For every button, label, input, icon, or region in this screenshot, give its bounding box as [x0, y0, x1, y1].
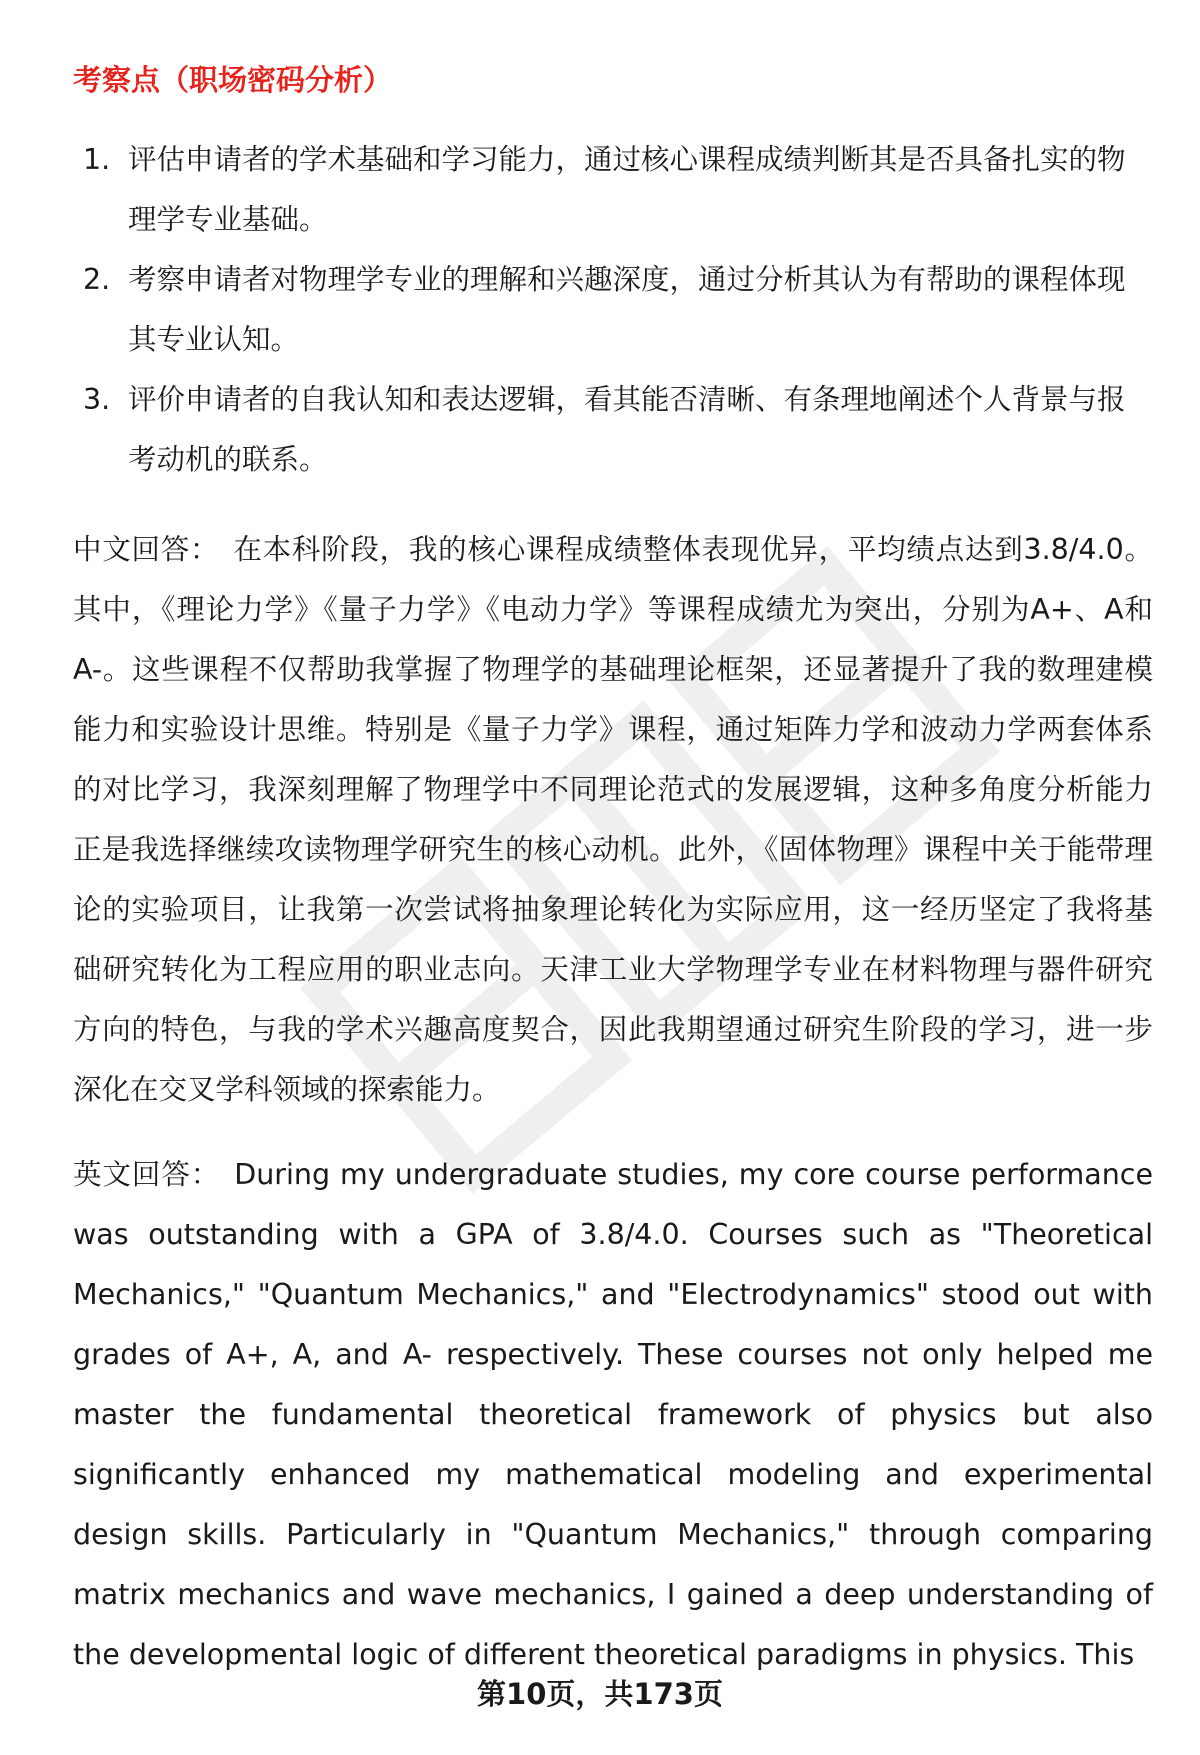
- list-number: 1.: [83, 143, 111, 176]
- assessment-points-list: [73, 130, 1143, 490]
- english-answer-label: 英文回答：: [73, 1158, 221, 1191]
- english-answer-paragraph: [73, 1145, 1153, 1685]
- chinese-answer-paragraph: [73, 520, 1153, 1120]
- list-item-text: 评估申请者的学术基础和学习能力，通过核心课程成绩判断其是否具备扎实的物理学专业基础。: [128, 143, 1126, 236]
- page-number-footer: 第10页，共173页: [477, 1677, 723, 1711]
- section-heading: 考察点（职场密码分析）: [73, 63, 393, 97]
- list-item: [73, 250, 1143, 370]
- list-number: 3.: [83, 383, 111, 416]
- chinese-answer-text: 在本科阶段，我的核心课程成绩整体表现优异，平均绩点达到3.8/4.0。其中，《理论力学》《量子力学》《电动力学》等课程成绩尤为突出，分别为A+、A和A-。这些课程不仅帮助我掌握了物理学的基础理论框架，还显著提升了我的数理建模能力和实验设计思维。特别是《量子力学》课程，通过矩阵力学和波动力学两套体系的对比学习，我深刻理解了物理学中不同理论范式的发展逻辑，这种多角度分析能力正是我选择继续攻读物理学研究生的核心动机。此外，《固体物理》课程中关于能带理论的实验项目，让我第一次尝试将抽象理论转化为实际应用，这一经历坚定了我将基础研究转化为工程应用的职业志向。天津工业大学物理学专业在材料物理与器件研究方向的特色，与我的学术兴趣高度契合，因此我期望通过研究生阶段的学习，进一步深化在交叉学科领域的探索能力。: [73, 533, 1153, 1106]
- list-item: [73, 130, 1143, 250]
- list-item: [73, 370, 1143, 490]
- english-answer-text: During my undergraduate studies, my core course performance was outstanding with a GPA of 3.8/4.0. Courses such as "Theoretical Mechanics," "Quantum Mechanics," and "Electrodynamics" stood out with grades of A+, A, and A- respectively. These courses not only helped me master the fundamental theoretical framework of physics but also significantly enhanced my mathematical modeling and experimental design skills. Particularly in "Quantum Mechanics," through comparing matrix mechanics and wave mechanics, I gained a deep understanding of the developmental logic of different theoretical paradigms in physics. This: [73, 1158, 1153, 1671]
- chinese-answer-label: 中文回答：: [73, 533, 220, 566]
- list-item-text: 评价申请者的自我认知和表达逻辑，看其能否清晰、有条理地阐述个人背景与报考动机的联系。: [128, 383, 1126, 476]
- list-item-text: 考察申请者对物理学专业的理解和兴趣深度，通过分析其认为有帮助的课程体现其专业认知。: [128, 263, 1126, 356]
- list-number: 2.: [83, 263, 111, 296]
